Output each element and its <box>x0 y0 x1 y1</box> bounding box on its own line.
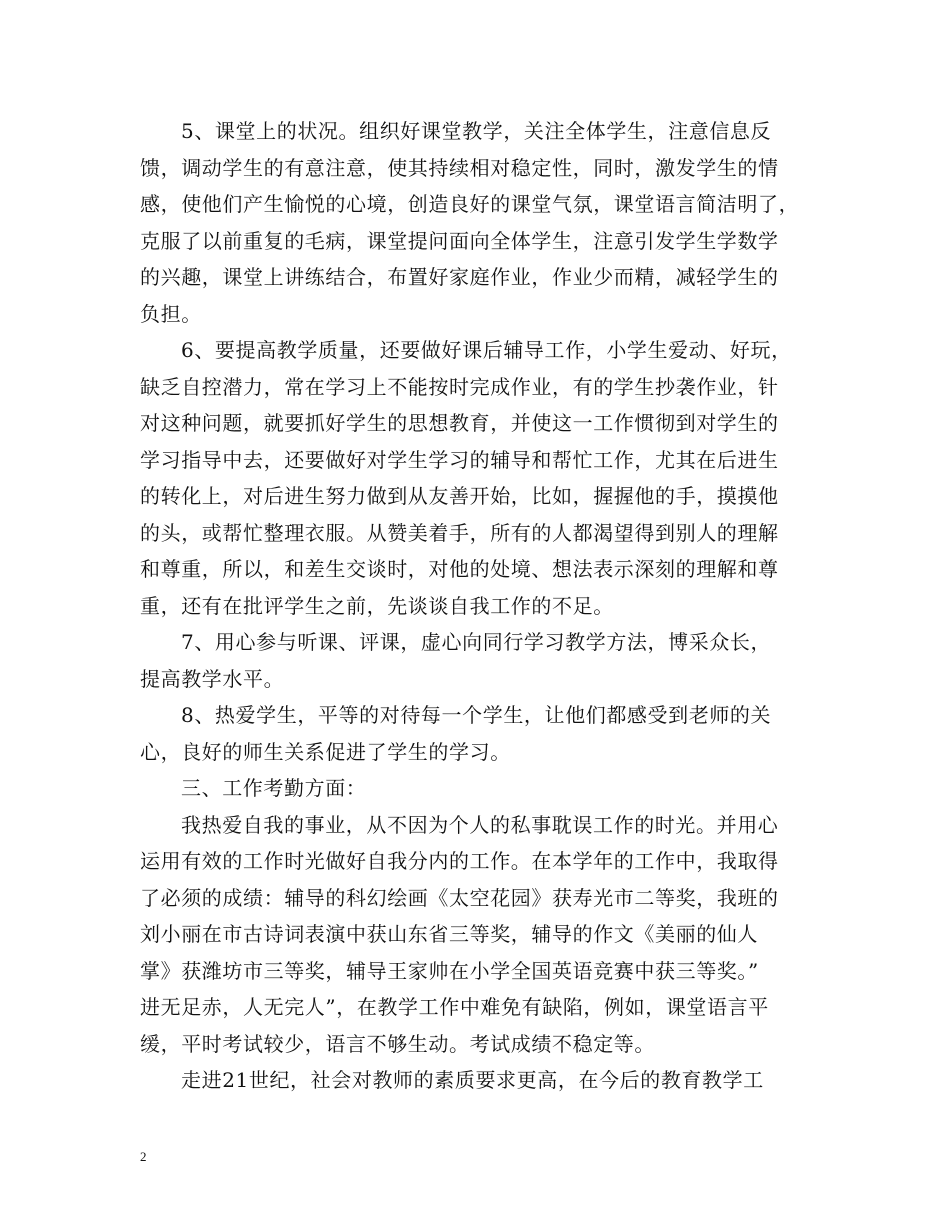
page-number: 2 <box>140 1149 147 1164</box>
text-line: 走进21世纪，社会对教师的素质要求更高，在今后的教育教学工 <box>181 1068 764 1092</box>
text-line: 和尊重，所以，和差生交谈时，对他的处境、想法表示深刻的理解和尊 <box>140 557 779 581</box>
text-line: 学习指导中去，还要做好对学生学习的辅导和帮忙工作，尤其在后进生 <box>140 447 779 472</box>
text-line: 掌》获潍坊市三等奖，辅导王家帅在小学全国英语竞赛中获三等奖。” <box>140 958 759 983</box>
document-body <box>140 113 820 1099</box>
text-line: 的头，或帮忙整理衣服。从赞美着手，所有的人都渴望得到别人的理解 <box>140 520 779 545</box>
text-line: 负担。 <box>140 301 202 326</box>
text-line: 的转化上，对后进生努力做到从友善开始，比如，握握他的手，摸摸他 <box>140 484 779 508</box>
text-line: 提高教学水平。 <box>140 666 285 691</box>
text-line: 5、课堂上的状况。组织好课堂教学，关注全体学生，注意信息反 <box>181 119 772 143</box>
text-line: 6、要提高教学质量，还要做好课后辅导工作，小学生爱动、好玩， <box>181 338 792 362</box>
text-line: 馈，调动学生的有意注意，使其持续相对稳定性，同时，激发学生的情 <box>140 155 779 180</box>
text-line: 感，使他们产生愉悦的心境，创造良好的课堂气氛，课堂语言简洁明了， <box>140 192 800 216</box>
text-line: 了必须的成绩：辅导的科幻绘画《太空花园》获寿光市二等奖，我班的 <box>140 885 779 910</box>
text-line: 重，还有在批评学生之前，先谈谈自我工作的不足。 <box>140 593 614 618</box>
text-line: 运用有效的工作时光做好自我分内的工作。在本学年的工作中，我取得 <box>140 849 779 873</box>
text-line: 8、热爱学生，平等的对待每一个学生，让他们都感受到老师的关 <box>181 703 772 727</box>
text-line: 刘小丽在市古诗词表演中获山东省三等奖，辅导的作文《美丽的仙人 <box>140 922 758 946</box>
text-line: 心，良好的师生关系促进了学生的学习。 <box>140 739 511 764</box>
text-line: 进无足赤，人无完人”，在教学工作中难免有缺陷，例如，课堂语言平 <box>140 995 769 1019</box>
text-line: 7、用心参与听课、评课，虚心向同行学习教学方法，博采众长， <box>181 630 772 654</box>
text-line: 我热爱自我的事业，从不因为个人的私事耽误工作的时光。并用心 <box>181 812 779 837</box>
text-line: 的兴趣，课堂上讲练结合，布置好家庭作业，作业少而精，减轻学生的 <box>140 265 779 289</box>
text-line: 克服了以前重复的毛病，课堂提问面向全体学生，注意引发学生学数学 <box>140 228 779 253</box>
section-heading: 三、工作考勤方面： <box>181 776 367 800</box>
text-line: 对这种问题，就要抓好学生的思想教育，并使这一工作惯彻到对学生的 <box>140 411 779 435</box>
text-line: 缓，平时考试较少，语言不够生动。考试成绩不稳定等。 <box>140 1031 655 1056</box>
text-line: 缺乏自控潜力，常在学习上不能按时完成作业，有的学生抄袭作业，针 <box>140 374 779 399</box>
